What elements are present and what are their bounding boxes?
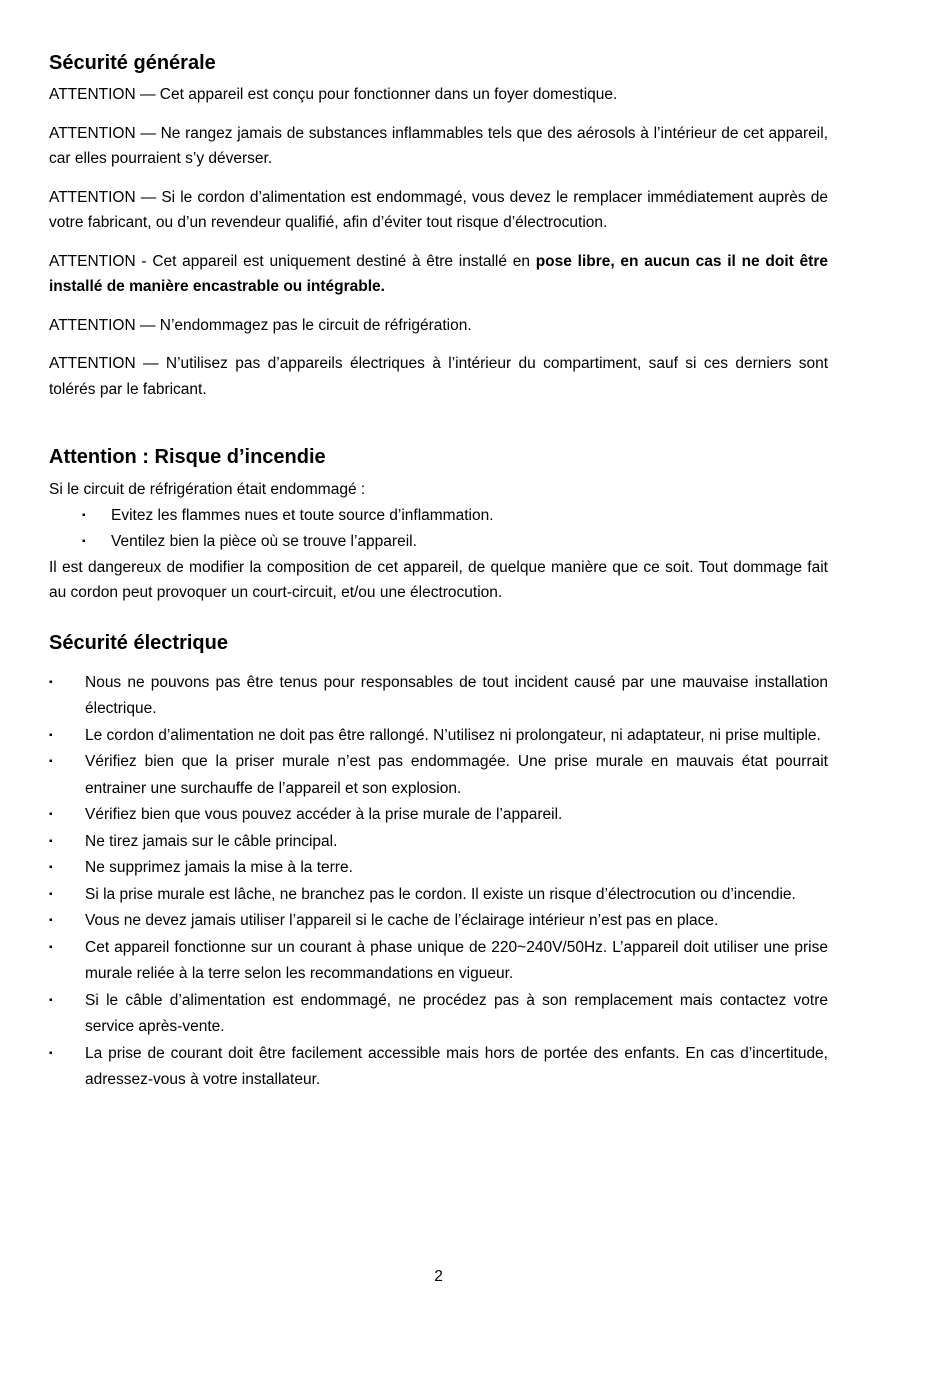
list-item-text: Cet appareil fonctionne sur un courant à phase unique de 220~240V/50Hz. L’appareil doit utiliser une prise murale reliée à la terre selon les recommandations en vigueur. xyxy=(85,938,828,982)
paragraph-attention-circuit: ATTENTION — N’endommagez pas le circuit de réfrigération. xyxy=(49,316,472,334)
section-title-fire-risk: Attention : Risque d’incendie xyxy=(49,446,326,468)
list-item-text: Le cordon d’alimentation ne doit pas être rallongé. N’utilisez ni prolongateur, ni adaptateur, ni prise multiple. xyxy=(85,726,821,744)
list-item xyxy=(49,855,828,882)
bullet-icon: ▪ xyxy=(49,888,53,900)
list-item-text: Si le câble d’alimentation est endommagé, ne procédez pas à son remplacement mais contactez votre service après-vente. xyxy=(85,991,828,1035)
list-item xyxy=(49,670,828,723)
paragraph-attention-domestic: ATTENTION — Cet appareil est conçu pour fonctionner dans un foyer domestique. xyxy=(49,86,618,103)
bullet-icon: ▪ xyxy=(49,676,53,688)
list-item-text: Vérifiez bien que la priser murale n’est pas endommagée. Une prise murale en mauvais état pourrait entrainer une surchauffe de l’appareil et son explosion. xyxy=(85,753,828,797)
list-item-text: Si la prise murale est lâche, ne branchez pas le cordon. Il existe un risque d’électrocution ou d’incendie. xyxy=(85,885,796,903)
paragraph-attention-flammable: ATTENTION — Ne rangez jamais de substances inflammables tels que des aérosols à l’intérieur de cet appareil, car elles pourraient s’y déverser. xyxy=(49,124,828,167)
list-item xyxy=(49,802,828,829)
list-item-text: Ne supprimez jamais la mise à la terre. xyxy=(85,859,353,876)
list-item xyxy=(49,935,828,988)
list-item-text: La prise de courant doit être facilement accessible mais hors de portée des enfants. En cas d’incertitude, adressez-vous à votre installateur. xyxy=(85,1044,828,1088)
section-electrical-safety xyxy=(49,628,828,1094)
list-item xyxy=(49,723,828,750)
bullet-icon: ▪ xyxy=(49,835,53,847)
fire-risk-list xyxy=(49,503,828,555)
paragraph-attention-electrical: ATTENTION — N’utilisez pas d’appareils électriques à l’intérieur du compartiment, sauf si ces derniers sont tolérés par le fabricant. xyxy=(49,355,828,398)
list-item xyxy=(49,529,828,555)
list-item-text: Vous ne devez jamais utiliser l’appareil si le cache de l’éclairage intérieur n’est pas en place. xyxy=(85,912,719,929)
bullet-icon: ▪ xyxy=(82,509,86,521)
electrical-safety-list xyxy=(49,670,828,1094)
bullet-icon: ▪ xyxy=(49,809,53,820)
paragraph-attention-cord: ATTENTION — Si le cordon d’alimentation est endommagé, vous devez le remplacer immédiatement auprès de votre fabricant, ou d’un revendeur qualifié, afin d’éviter tout risque d’électrocution. xyxy=(49,188,828,231)
paragraph-attention-installation xyxy=(49,249,828,300)
list-item xyxy=(49,503,828,529)
bullet-icon: ▪ xyxy=(49,941,53,953)
bullet-icon: ▪ xyxy=(49,756,53,767)
installation-text: ATTENTION - Cet appareil est uniquement destiné à être installé en xyxy=(49,252,536,270)
installation-comma: , xyxy=(610,252,621,270)
installation-bold-freestanding: pose libre xyxy=(535,252,611,270)
installation-bold-warning: en aucun cas il ne doit être installé de manière encastrable ou intégrable. xyxy=(49,252,828,295)
section-general-safety xyxy=(49,48,828,402)
list-item-text: Ne tirez jamais sur le câble principal. xyxy=(85,832,338,850)
list-item xyxy=(49,1041,828,1094)
bullet-icon: ▪ xyxy=(49,862,53,873)
bullet-icon: ▪ xyxy=(49,915,53,926)
section-title-electrical-safety: Sécurité électrique xyxy=(49,631,228,654)
list-item-text: Vérifiez bien que vous pouvez accéder à la prise murale de l’appareil. xyxy=(85,806,563,823)
section-fire-risk xyxy=(49,442,828,606)
bullet-icon: ▪ xyxy=(49,994,53,1006)
bullet-icon: ▪ xyxy=(82,535,86,547)
list-item xyxy=(49,988,828,1041)
section-title-general-safety: Sécurité générale xyxy=(49,52,216,74)
list-item xyxy=(49,749,828,802)
list-item xyxy=(49,908,828,935)
document-page xyxy=(49,48,828,1094)
bullet-icon: ▪ xyxy=(49,1047,53,1059)
list-item xyxy=(49,882,828,909)
list-item xyxy=(49,829,828,856)
page-number: 2 xyxy=(434,1268,443,1285)
list-item-text: Ventilez bien la pièce où se trouve l’appareil. xyxy=(111,532,417,550)
bullet-icon: ▪ xyxy=(49,729,53,741)
fire-risk-outro: Il est dangereux de modifier la composition de cet appareil, de quelque manière que ce soit. Tout dommage fait au cordon peut provoquer un court-circuit, et/ou une électrocution. xyxy=(49,558,828,601)
list-item-text: Nous ne pouvons pas être tenus pour responsables de tout incident causé par une mauvaise installation électrique. xyxy=(85,673,828,717)
fire-risk-intro: Si le circuit de réfrigération était endommagé : xyxy=(49,481,366,498)
list-item-text: Evitez les flammes nues et toute source d’inflammation. xyxy=(111,506,494,524)
